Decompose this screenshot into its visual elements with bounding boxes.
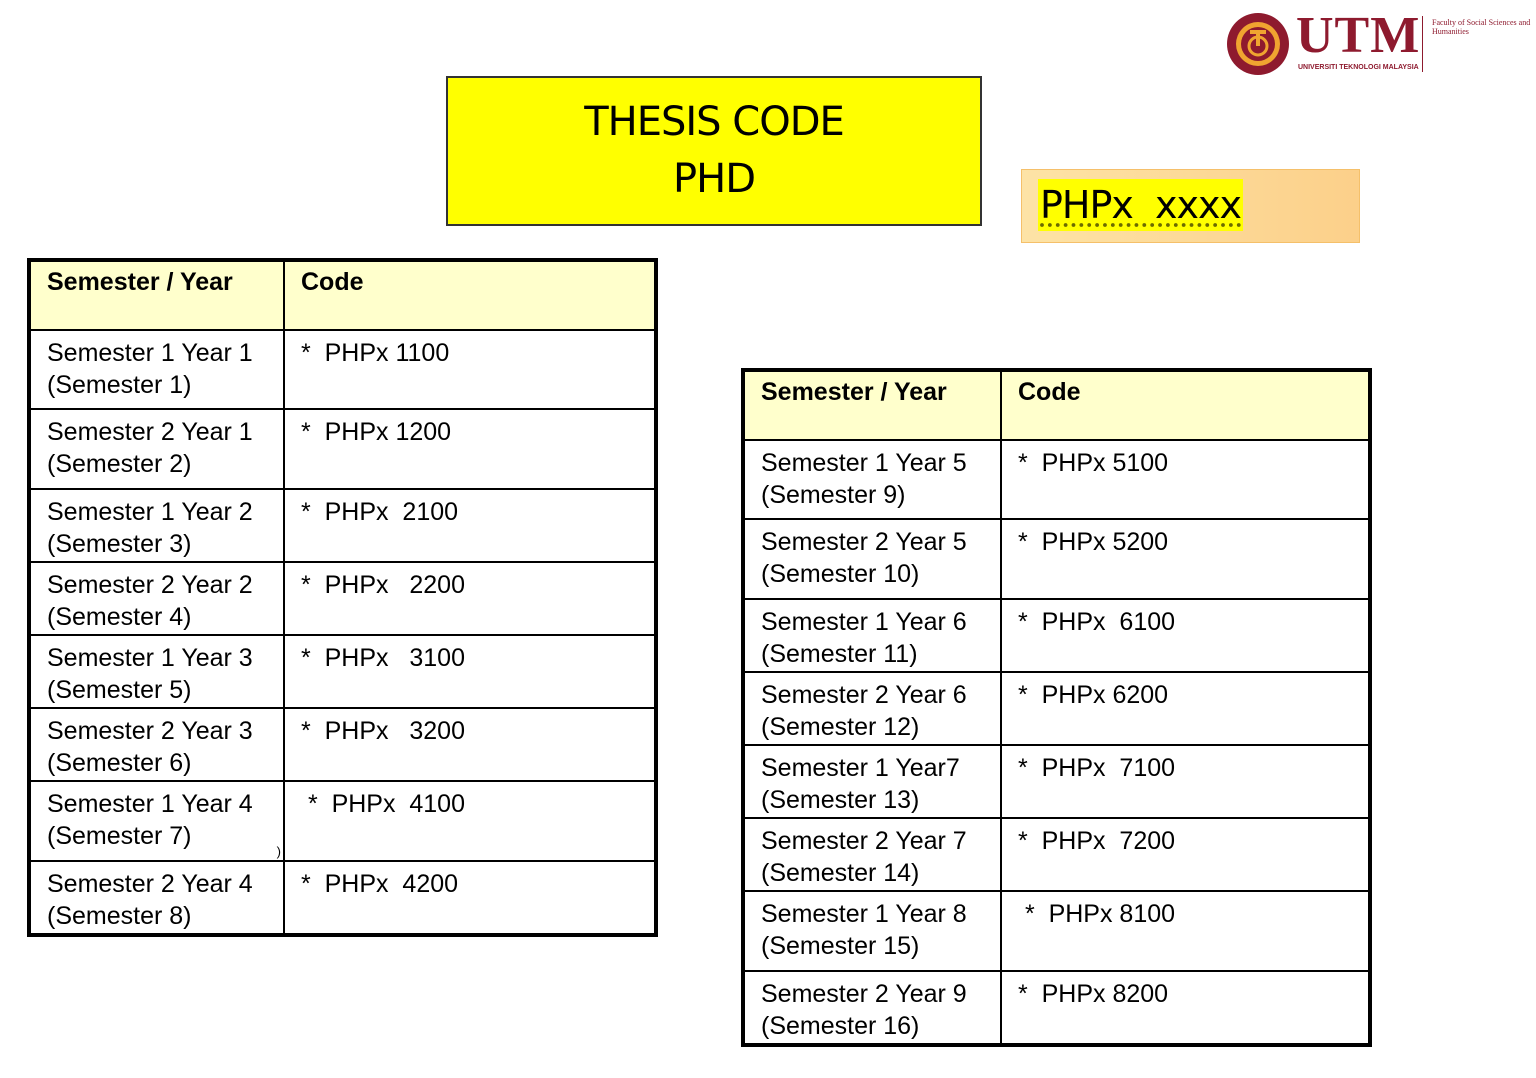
table-row [29, 489, 656, 562]
table-row [743, 971, 1370, 1045]
semester-cell [29, 708, 284, 781]
semester-number-text: (Semester 13) [761, 786, 920, 814]
utm-wordmark: UTM [1296, 7, 1421, 64]
semester-number-text: (Semester 5) [47, 676, 192, 704]
semester-year-text: Semester 2 Year 3 [47, 717, 253, 745]
table-row [29, 861, 656, 935]
code-cell: * PHPx 3200 [284, 708, 656, 781]
semester-year-text: Semester 2 Year 9 [761, 980, 967, 1008]
code-cell: * PHPx 7200 [1001, 818, 1370, 891]
semester-cell [29, 635, 284, 708]
title-line-1: THESIS CODE [584, 99, 844, 145]
faculty-name: Faculty of Social Sciences and Humanities [1432, 18, 1531, 36]
table-row [743, 599, 1370, 672]
table-row [29, 708, 656, 781]
logo-divider [1422, 16, 1423, 72]
header-code: Code [284, 260, 656, 330]
semester-number-text: (Semester 12) [761, 713, 920, 741]
table-row [743, 440, 1370, 519]
semester-year-text: Semester 2 Year 7 [761, 827, 967, 855]
semester-number-text: (Semester 7) [47, 822, 192, 850]
header-semester-year: Semester / Year [29, 260, 284, 330]
semester-number-text: (Semester 16) [761, 1012, 920, 1040]
semester-number-text: (Semester 14) [761, 859, 920, 887]
table-row [743, 818, 1370, 891]
code-cell: * PHPx 5100 [1001, 440, 1370, 519]
semester-cell [29, 781, 284, 861]
title-line-2: PHD [673, 156, 755, 202]
header-code: Code [1001, 370, 1370, 440]
semester-cell [743, 672, 1001, 745]
code-cell: * PHPx 3100 [284, 635, 656, 708]
semester-number-text: (Semester 6) [47, 749, 192, 777]
code-cell: * PHPx 5200 [1001, 519, 1370, 599]
semester-year-text: Semester 2 Year 6 [761, 681, 967, 709]
table-row [743, 519, 1370, 599]
semester-cell [29, 409, 284, 489]
semester-year-text: Semester 2 Year 5 [761, 528, 967, 556]
semester-number-text: (Semester 11) [761, 640, 918, 668]
title-box [446, 76, 982, 226]
code-cell: * PHPx 6100 [1001, 599, 1370, 672]
code-cell: * PHPx 1200 [284, 409, 656, 489]
semester-cell [743, 599, 1001, 672]
semester-year-text: Semester 1 Year 3 [47, 644, 253, 672]
table-row [29, 330, 656, 409]
semester-cell [743, 519, 1001, 599]
code-cell: * PHPx 2200 [284, 562, 656, 635]
table-row [29, 409, 656, 489]
semester-cell [29, 330, 284, 409]
semester-number-text: (Semester 4) [47, 603, 192, 631]
semester-number-text: (Semester 1) [47, 371, 192, 399]
code-cell: * PHPx 8200 [1001, 971, 1370, 1045]
code-pattern-box [1021, 169, 1360, 243]
code-cell: * PHPx 8100 [1001, 891, 1370, 971]
semester-year-text: Semester 1 Year7 [761, 754, 960, 782]
table-row [29, 562, 656, 635]
semester-year-text: Semester 1 Year 8 [761, 900, 967, 928]
semester-cell [743, 891, 1001, 971]
table-row [743, 891, 1370, 971]
semester-year-text: Semester 2 Year 4 [47, 870, 253, 898]
code-cell: * PHPx 7100 [1001, 745, 1370, 818]
thesis-code-table-left [27, 258, 658, 937]
semester-number-text: (Semester 10) [761, 560, 920, 588]
semester-cell [743, 745, 1001, 818]
table-row [743, 745, 1370, 818]
code-cell: * PHPx 1100 [284, 330, 656, 409]
semester-year-text: Semester 1 Year 4 [47, 790, 253, 818]
table-row [743, 672, 1370, 745]
semester-cell [29, 489, 284, 562]
semester-year-text: Semester 2 Year 1 [47, 418, 253, 446]
semester-number-text: (Semester 3) [47, 530, 192, 558]
semester-year-text: Semester 1 Year 5 [761, 449, 967, 477]
table-row [29, 635, 656, 708]
utm-seal-icon [1226, 12, 1290, 76]
semester-year-text: Semester 2 Year 2 [47, 571, 253, 599]
table-row [29, 781, 656, 861]
semester-number-text: (Semester 2) [47, 450, 192, 478]
semester-cell [743, 818, 1001, 891]
table-header-row [743, 370, 1370, 440]
semester-cell [743, 440, 1001, 519]
semester-year-text: Semester 1 Year 6 [761, 608, 967, 636]
semester-year-text: Semester 1 Year 2 [47, 498, 253, 526]
code-pattern: PHPx xxxx [1038, 179, 1243, 231]
semester-cell [743, 971, 1001, 1045]
semester-year-text: Semester 1 Year 1 [47, 339, 253, 367]
code-cell: * PHPx 2100 [284, 489, 656, 562]
semester-cell [29, 861, 284, 935]
utm-logo [1226, 7, 1531, 78]
stray-mark: ) [276, 844, 281, 859]
code-cell: * PHPx 6200 [1001, 672, 1370, 745]
thesis-code-table-right [741, 368, 1372, 1047]
table-header-row [29, 260, 656, 330]
code-cell: * PHPx 4100 [284, 781, 656, 861]
code-cell: * PHPx 4200 [284, 861, 656, 935]
semester-number-text: (Semester 8) [47, 902, 192, 930]
semester-cell [29, 562, 284, 635]
semester-number-text: (Semester 9) [761, 481, 906, 509]
university-name: UNIVERSITI TEKNOLOGI MALAYSIA [1298, 64, 1419, 71]
semester-number-text: (Semester 15) [761, 932, 920, 960]
header-semester-year: Semester / Year [743, 370, 1001, 440]
